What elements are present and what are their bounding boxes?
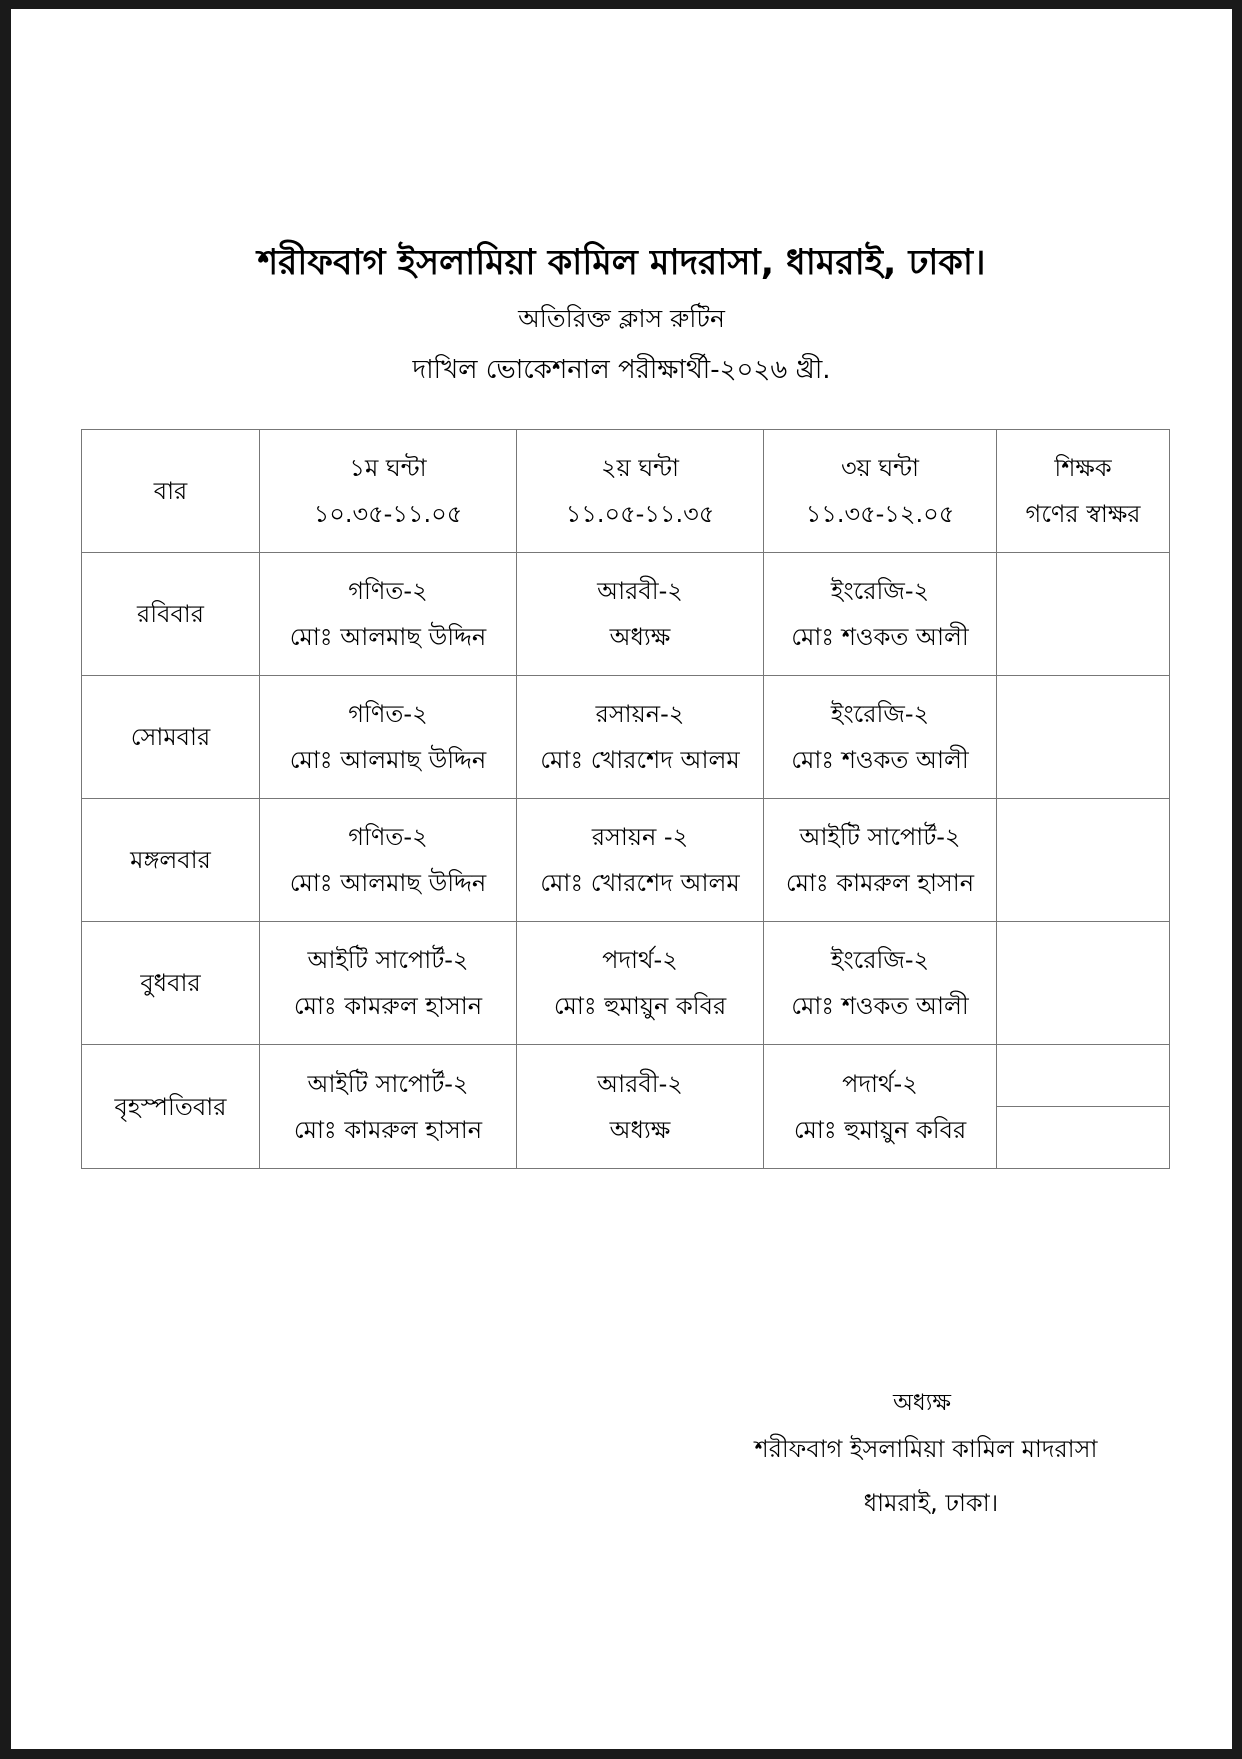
class-cell: [517, 553, 764, 676]
class-cell: [517, 1045, 764, 1169]
signature-slot-bottom: [997, 1107, 1169, 1168]
institution-title: শরীফবাগ ইসলামিয়া কামিল মাদরাসা, ধামরাই, ঢাকা।: [257, 243, 986, 283]
class-routine-table: [81, 429, 1170, 1169]
teacher: মোঃ কামরুল হাসান: [293, 992, 483, 1020]
class-cell: [764, 676, 997, 799]
period-2-name: ২য় ঘন্টা: [600, 454, 680, 482]
routine-subtitle: অতিরিক্ত ক্লাস রুটিন: [518, 304, 725, 333]
teacher: মোঃ হুমায়ুন কবির: [793, 1115, 967, 1144]
class-cell: [764, 799, 997, 922]
signature-cell: [997, 676, 1170, 799]
subject: আইটি সাপোর্ট-২: [799, 823, 961, 851]
day-cell: সোমবার: [82, 676, 260, 799]
signature-cell: [997, 799, 1170, 922]
period-3-name: ৩য় ঘন্টা: [840, 454, 920, 482]
subject: গণিত-২: [348, 700, 428, 728]
subject: পদার্থ-২: [842, 1069, 918, 1098]
teacher: অধ্যক্ষ: [609, 623, 671, 651]
teacher: মোঃ হুমায়ুন কবির: [553, 992, 727, 1020]
day-cell: বৃহস্পতিবার: [82, 1045, 260, 1169]
class-cell: [764, 1045, 997, 1169]
subject: ইংরেজি-২: [830, 577, 930, 605]
table-row: [82, 922, 1170, 1045]
footer-location: ধামরাই, ঢাকা।: [863, 1489, 999, 1517]
subject: রসায়ন -২: [591, 823, 689, 851]
table-row: [82, 553, 1170, 676]
class-cell: [260, 553, 517, 676]
signature-cell: [997, 553, 1170, 676]
table-row: [82, 1045, 1170, 1169]
period-2-time: ১১.০৫-১১.৩৫: [565, 500, 715, 528]
class-cell: [260, 676, 517, 799]
signature-slot-top: [997, 1045, 1169, 1107]
class-cell: [260, 1045, 517, 1169]
class-cell: [764, 553, 997, 676]
exam-subtitle: দাখিল ভোকেশনাল পরীক্ষার্থী-২০২৬ খ্রী.: [412, 355, 831, 385]
teacher: মোঃ খোরশেদ আলম: [540, 869, 740, 897]
teacher: মোঃ শওকত আলী: [791, 746, 969, 774]
table-row: [82, 676, 1170, 799]
document-page: [11, 9, 1232, 1749]
table-header-row: [82, 430, 1170, 553]
class-cell: [517, 799, 764, 922]
subject: ইংরেজি-২: [830, 700, 930, 728]
teacher: মোঃ আলমাছ উদ্দিন: [289, 623, 487, 651]
teacher: মোঃ আলমাছ উদ্দিন: [289, 746, 487, 774]
teacher: মোঃ কামরুল হাসান: [293, 1115, 483, 1144]
teacher: অধ্যক্ষ: [609, 1115, 671, 1144]
subject: পদার্থ-২: [602, 946, 678, 974]
subject: রসায়ন-২: [595, 700, 685, 728]
subject: ইংরেজি-২: [830, 946, 930, 974]
class-cell: [260, 922, 517, 1045]
subject: গণিত-২: [348, 823, 428, 851]
day-cell: রবিবার: [82, 553, 260, 676]
subject: আইটি সাপোর্ট-২: [307, 946, 469, 974]
signature-split: [997, 1045, 1169, 1168]
class-cell: [260, 799, 517, 922]
subject: আরবী-২: [597, 577, 683, 605]
class-cell: [517, 922, 764, 1045]
table-row: [82, 799, 1170, 922]
period-3-time: ১১.৩৫-১২.০৫: [805, 500, 955, 528]
header-signature: শিক্ষক গণের স্বাক্ষর: [997, 430, 1170, 553]
header-period-3: [764, 430, 997, 553]
header-period-2: [517, 430, 764, 553]
principal-designation: অধ্যক্ষ: [892, 1390, 952, 1416]
signature-cell: [997, 922, 1170, 1045]
teacher: মোঃ আলমাছ উদ্দিন: [289, 869, 487, 897]
teacher: মোঃ শওকত আলী: [791, 623, 969, 651]
subject: আরবী-২: [597, 1069, 683, 1098]
subject: গণিত-২: [348, 577, 428, 605]
signature-cell: [997, 1045, 1170, 1169]
day-cell: বুধবার: [82, 922, 260, 1045]
subject: আইটি সাপোর্ট-২: [307, 1069, 469, 1098]
teacher: মোঃ কামরুল হাসান: [785, 869, 975, 897]
teacher: মোঃ শওকত আলী: [791, 992, 969, 1020]
footer-institution: শরীফবাগ ইসলামিয়া কামিল মাদরাসা: [754, 1435, 1098, 1463]
period-1-name: ১ম ঘন্টা: [349, 454, 427, 482]
period-1-time: ১০.৩৫-১১.০৫: [313, 500, 463, 528]
day-cell: মঙ্গলবার: [82, 799, 260, 922]
header-period-1: [260, 430, 517, 553]
class-cell: [764, 922, 997, 1045]
teacher: মোঃ খোরশেদ আলম: [540, 746, 740, 774]
class-cell: [517, 676, 764, 799]
header-day: বার: [82, 430, 260, 553]
